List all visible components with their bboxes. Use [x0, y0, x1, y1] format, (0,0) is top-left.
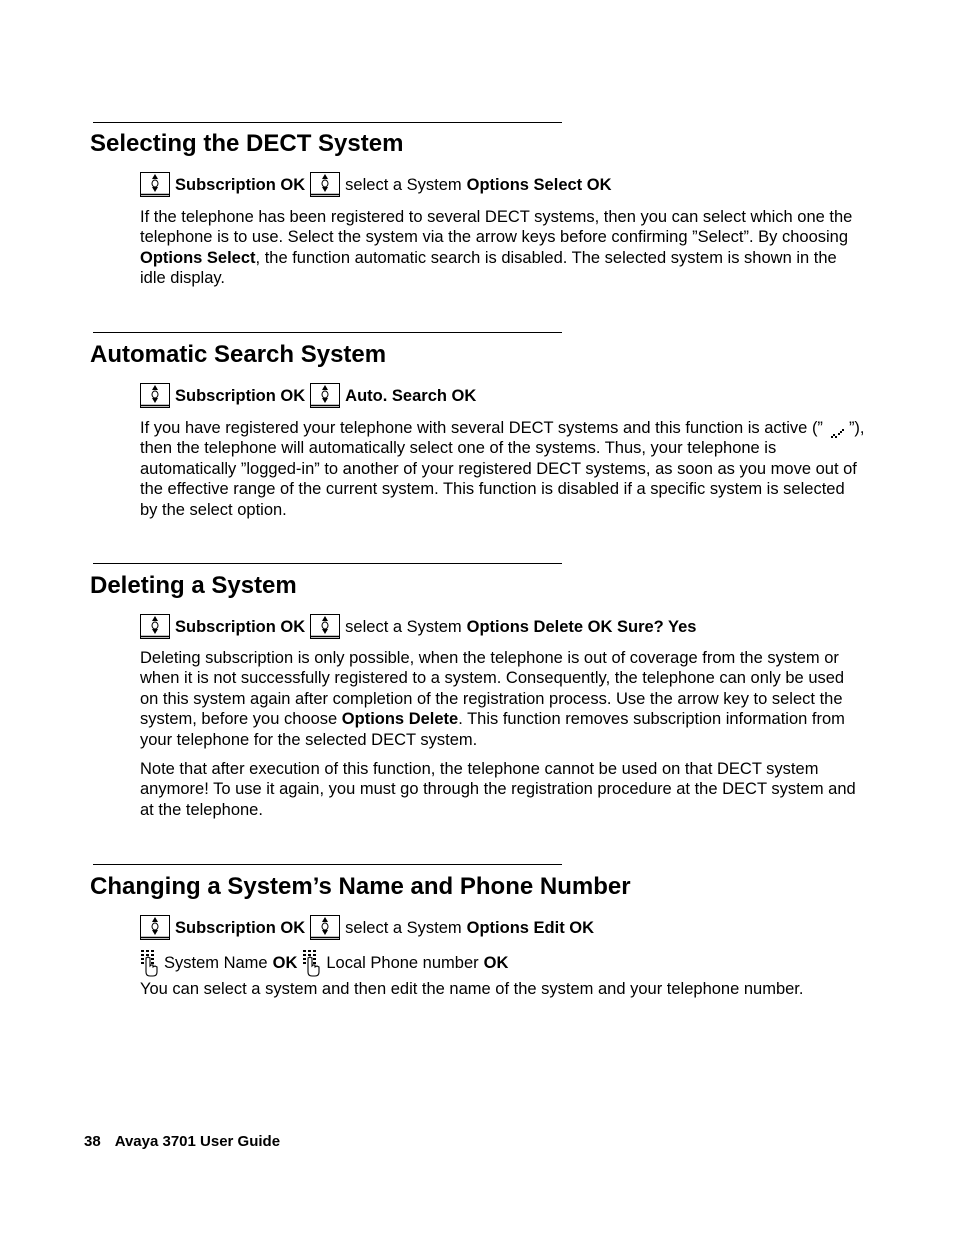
command-subscription: Subscription OK: [175, 176, 306, 194]
command-system-name: System Name: [164, 954, 268, 972]
command-action: Auto. Search OK: [345, 387, 477, 405]
keypad-icon: [302, 950, 320, 977]
section-title-selecting-dect: Selecting the DECT System: [90, 130, 404, 157]
nav-key-icon: [310, 383, 340, 408]
paragraph-text: If you have registered your telephone with several DECT systems and this function is active (”: [140, 419, 823, 437]
section-divider: [93, 122, 562, 123]
command-sequence-keypad: [140, 946, 508, 973]
nav-key-icon: [310, 172, 340, 197]
paragraph-text: . This function removes subscription information from your telephone for the selected DECT system.: [140, 710, 845, 749]
section-paragraph: [140, 979, 865, 999]
command-sequence: [140, 381, 476, 406]
command-select-system: select a System: [345, 618, 462, 636]
command-select-system: select a System: [345, 176, 462, 194]
paragraph-text: You can select a system and then edit the name of the system and your telephone number.: [140, 980, 804, 998]
section-note: Note that after execution of this function, the telephone cannot be used on that DECT system anymore! To use it again, you must go through the registration procedure at the DECT system and at the telephone.: [140, 760, 856, 819]
paragraph-text: ”), then the telephone will automatically select one of the systems. Thus, your telephone is automatically ”logged-in” to another of your registered DECT systems, as soon as you move out of the effective range of the current system. This function is disabled if a specific system is selected by the select option.: [140, 419, 865, 519]
paragraph-text: Deleting subscription is only possible, when the telephone is out of coverage from the system or when it is not successfully registered to a system. Consequently, the telephone can only be used on this system again after completion of the registration process. Use the arrow key to select the system, before you choose: [140, 649, 845, 729]
auto-search-indicator-icon: [830, 424, 844, 434]
command-ok: OK: [483, 954, 509, 972]
nav-key-icon: [310, 915, 340, 940]
page-number: 38: [84, 1133, 101, 1150]
command-ok: OK: [272, 954, 298, 972]
keypad-icon: [140, 950, 158, 977]
command-sequence: [140, 612, 697, 637]
paragraph-bold-text: Options Delete: [341, 710, 459, 729]
command-action: Options Edit OK: [466, 919, 595, 937]
section-divider: [93, 563, 562, 564]
section-paragraph: [140, 418, 865, 520]
command-sequence: [140, 913, 594, 938]
paragraph-text: If the telephone has been registered to several DECT systems, then you can select which one the telephone is to use. Select the system via the arrow keys before confirming ”Select”. By choosing: [140, 208, 853, 247]
section-title-changing-name: Changing a System’s Name and Phone Number: [90, 873, 631, 900]
section-divider: [93, 332, 562, 333]
command-sequence: [140, 170, 612, 195]
nav-key-icon: [140, 383, 170, 408]
nav-key-icon: [140, 915, 170, 940]
command-subscription: Subscription OK: [175, 387, 306, 405]
nav-key-icon: [140, 172, 170, 197]
section-paragraph: [140, 648, 865, 750]
nav-key-icon: [310, 614, 340, 639]
section-title-automatic-search: Automatic Search System: [90, 341, 387, 368]
section-title-deleting-system: Deleting a System: [90, 572, 297, 599]
paragraph-bold-text: Options Select: [140, 248, 256, 267]
command-local-phone-number: Local Phone number: [326, 954, 479, 972]
page-footer: [84, 1133, 280, 1151]
guide-title: Avaya 3701 User Guide: [114, 1133, 281, 1150]
command-action: Options Delete OK Sure? Yes: [466, 618, 697, 636]
command-subscription: Subscription OK: [175, 618, 306, 636]
nav-key-icon: [140, 614, 170, 639]
paragraph-text: , the function automatic search is disabled. The selected system is shown in the idle display.: [140, 248, 837, 288]
section-paragraph: [140, 207, 865, 289]
command-subscription: Subscription OK: [175, 919, 306, 937]
section-divider: [93, 864, 562, 865]
command-action: Options Select OK: [466, 176, 612, 194]
command-select-system: select a System: [345, 919, 462, 937]
